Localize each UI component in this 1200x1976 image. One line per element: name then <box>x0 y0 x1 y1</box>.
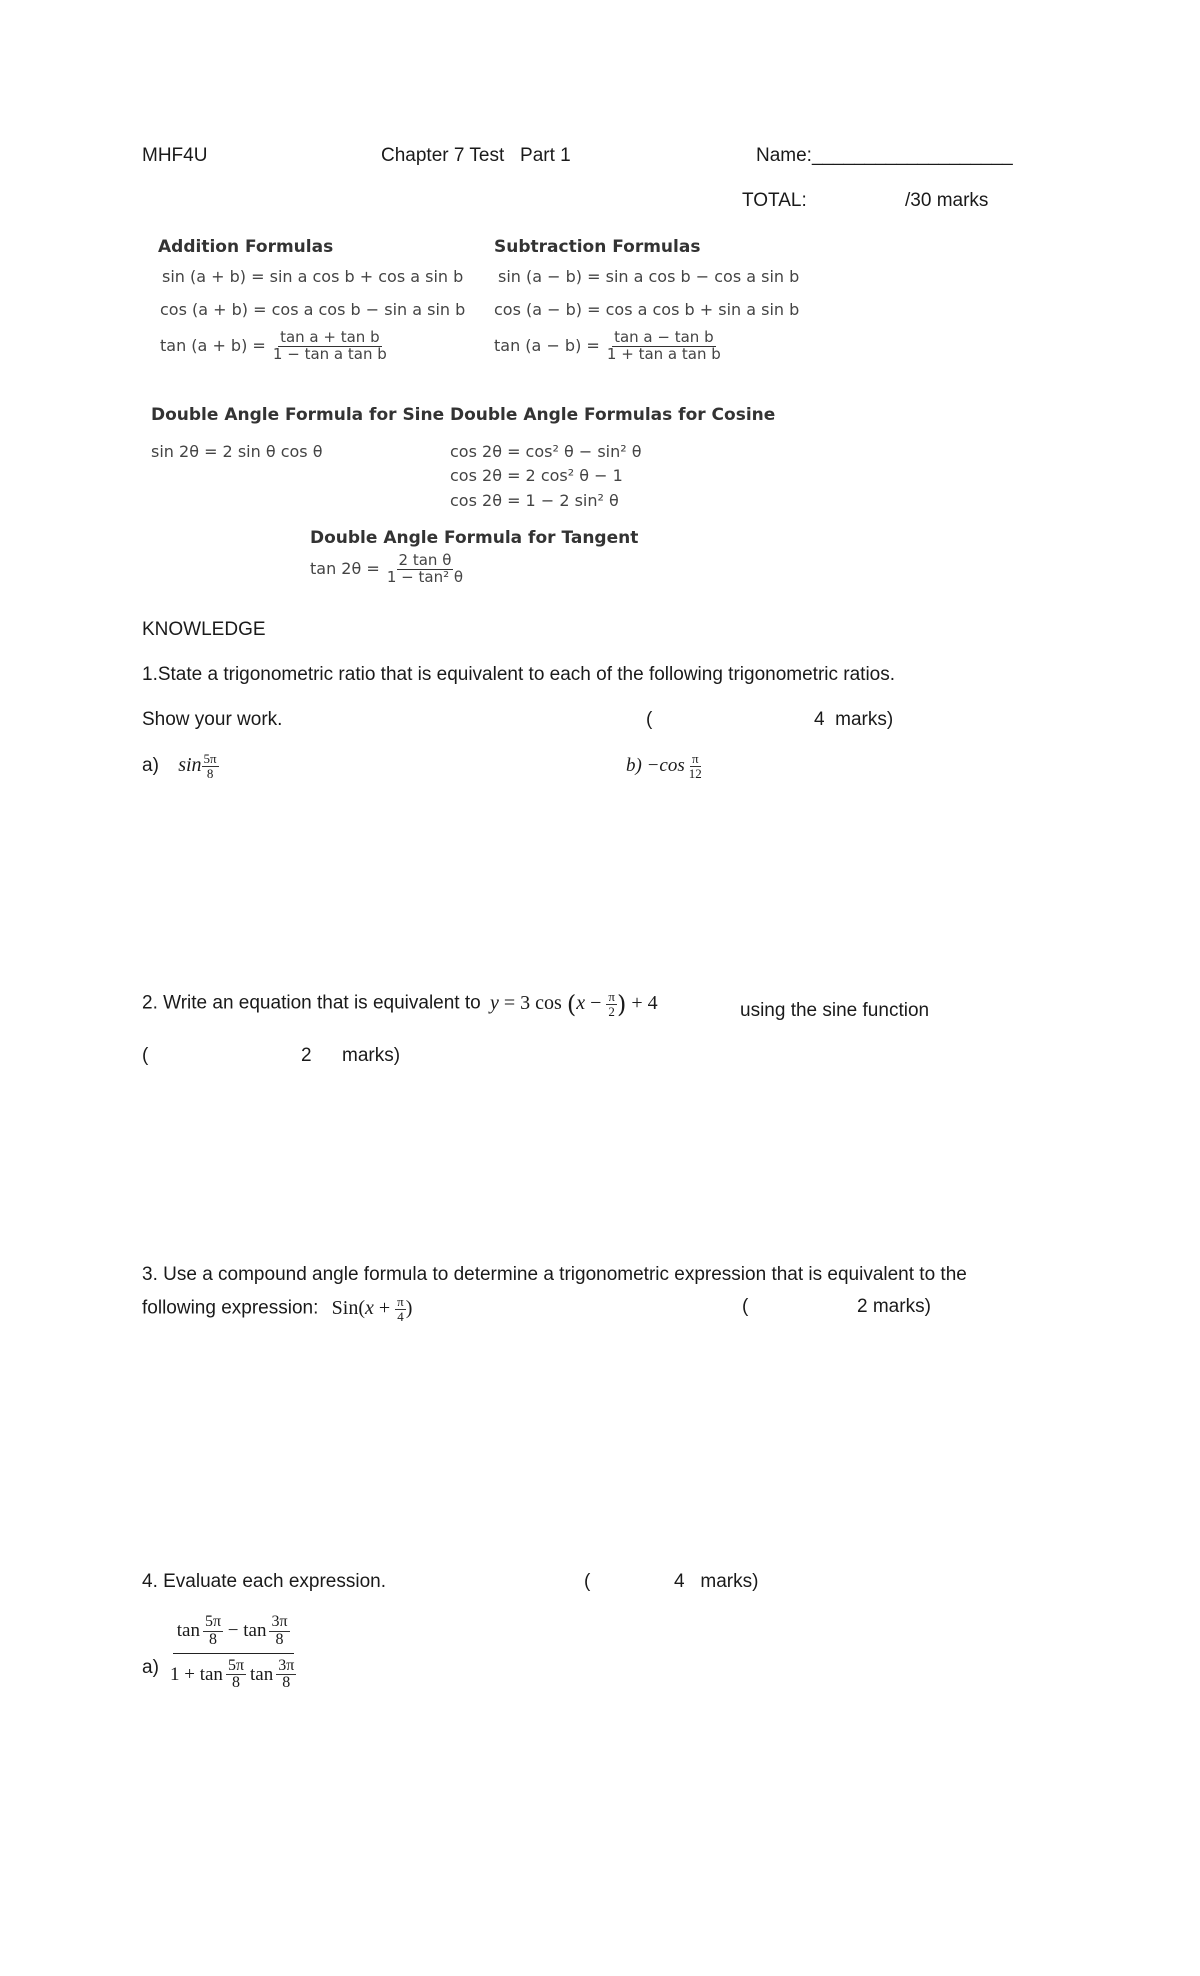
q1-part-b <box>626 752 704 780</box>
q3-paren: ( <box>742 1296 749 1317</box>
double-tangent-heading: Double Angle Formula for Tangent <box>310 528 639 548</box>
q2-eq-den: 2 <box>608 1003 615 1019</box>
double-cosine-line-3: cos 2θ = 1 − 2 sin² θ <box>450 491 619 510</box>
addition-cos: cos (a + b) = cos a cos b − sin a sin b <box>160 300 466 319</box>
q4-den-f2-num: 3π <box>278 1656 295 1674</box>
double-cosine-line-1: cos 2θ = cos² θ − sin² θ <box>450 442 642 461</box>
q3-line-2 <box>142 1295 412 1323</box>
q1-b-den: 12 <box>688 765 702 781</box>
q2-eq-x: x <box>576 991 586 1014</box>
q2-eq-minus: − <box>585 991 607 1014</box>
q2-num: 2 <box>301 1045 312 1066</box>
subtraction-tan-den: 1 + tan a tan b <box>606 344 721 363</box>
q4-num-f1-den: 8 <box>209 1630 217 1648</box>
q4-marks: 4 marks) <box>674 1571 759 1592</box>
q1-b-label: b) −cos <box>626 755 685 777</box>
subtraction-heading: Subtraction Formulas <box>494 237 701 257</box>
q1-a-fn: sin <box>178 754 202 777</box>
q1-paren: ( <box>646 709 653 730</box>
q4-a-label: a) <box>142 1657 159 1678</box>
q3-expr-num: π <box>397 1294 404 1309</box>
q1-a-den: 8 <box>206 765 214 781</box>
q4-num-minus: − tan <box>223 1620 267 1642</box>
course-code: MHF4U <box>142 145 208 166</box>
q4-den-f1-num: 5π <box>227 1656 245 1674</box>
subtraction-tan <box>494 330 723 363</box>
double-sine-heading: Double Angle Formula for Sine <box>151 405 445 425</box>
q2-eq-num: π <box>608 989 615 1004</box>
q2-text: 2. Write an equation that is equivalent to <box>142 992 481 1014</box>
q4-den-f1-den: 8 <box>231 1674 240 1692</box>
section-heading: KNOWLEDGE <box>142 619 266 640</box>
total-marks: /30 marks <box>905 190 989 211</box>
addition-tan-num: tan a + tan b <box>280 328 380 346</box>
addition-tan-den: 1 − tan a tan b <box>272 344 387 363</box>
q1-a-label: a) <box>142 755 159 777</box>
q4-num-tan: tan <box>176 1620 200 1642</box>
q3-expr-close: ) <box>405 1296 413 1319</box>
q2-paren: ( <box>142 1045 149 1066</box>
q3-expr-den: 4 <box>397 1308 404 1324</box>
q3-text-2: following expression: <box>142 1297 319 1319</box>
q3-text: 3. Use a compound angle formula to determine a trigonometric expression that is equivalent to the <box>142 1264 967 1285</box>
q1-part-a <box>142 752 219 780</box>
q1-b-num: π <box>691 751 699 766</box>
double-tangent-lhs: tan 2θ = <box>310 558 380 578</box>
subtraction-tan-num: tan a − tan b <box>614 328 714 346</box>
q4-num-f2-den: 8 <box>275 1630 284 1648</box>
q4-den-tan: tan <box>250 1663 274 1685</box>
addition-heading: Addition Formulas <box>158 237 334 257</box>
q4-den-one-plus: 1 + tan <box>170 1663 223 1685</box>
q1-text: 1.State a trigonometric ratio that is equivalent to each of the following trigonometric ratios. <box>142 664 896 685</box>
total-label: TOTAL: <box>742 190 807 211</box>
q3-expr-x: x <box>365 1296 374 1319</box>
q4-paren: ( <box>584 1571 591 1592</box>
double-tangent-num: 2 tan θ <box>398 551 452 569</box>
q1-text-2: Show your work. <box>142 709 283 730</box>
double-tangent-formula <box>310 553 465 586</box>
double-tangent-den: 1 − tan² θ <box>386 567 464 586</box>
q3-marks: 2 marks) <box>857 1296 931 1317</box>
q1-marks: 4 marks) <box>814 709 894 730</box>
q4-den-f2-den: 8 <box>282 1674 291 1692</box>
addition-tan <box>160 330 389 363</box>
q4-text: 4. Evaluate each expression. <box>142 1571 386 1592</box>
q2-eq-tail: + 4 <box>626 991 658 1014</box>
double-cosine-heading: Double Angle Formulas for Cosine <box>450 405 776 425</box>
q4-num-f1-num: 5π <box>204 1613 222 1630</box>
q2-text-after: using the sine function <box>740 1000 930 1021</box>
double-sine-line: sin 2θ = 2 sin θ cos θ <box>151 442 323 461</box>
addition-sin: sin (a + b) = sin a cos b + cos a sin b <box>162 267 464 286</box>
q4-num-f2-num: 3π <box>271 1613 288 1630</box>
q4-a-expression <box>166 1614 300 1692</box>
addition-tan-lhs: tan (a + b) = <box>160 335 266 355</box>
q1-a-num: 5π <box>203 751 217 766</box>
q3-expr-fn: Sin( <box>331 1296 365 1319</box>
subtraction-cos: cos (a − b) = cos a cos b + sin a sin b <box>494 300 800 319</box>
double-cosine-line-2: cos 2θ = 2 cos² θ − 1 <box>450 466 623 485</box>
subtraction-tan-lhs: tan (a − b) = <box>494 335 600 355</box>
q2-line: 2. Write an equation that is equivalent to y = 3 cos (x − $\frac{\pi}{2}$ ) + 4 <box>142 989 658 1019</box>
q3-expr-plus: + <box>373 1296 396 1319</box>
subtraction-sin: sin (a − b) = sin a cos b − cos a sin b <box>498 267 800 286</box>
test-title: Chapter 7 Test Part 1 <box>381 145 571 166</box>
q2-marks: marks) <box>342 1045 401 1066</box>
q2-eq-lhs: y <box>489 991 499 1014</box>
name-field[interactable]: Name:___________________ <box>756 145 1013 166</box>
q2-eq-mid: = 3 cos <box>498 991 562 1014</box>
